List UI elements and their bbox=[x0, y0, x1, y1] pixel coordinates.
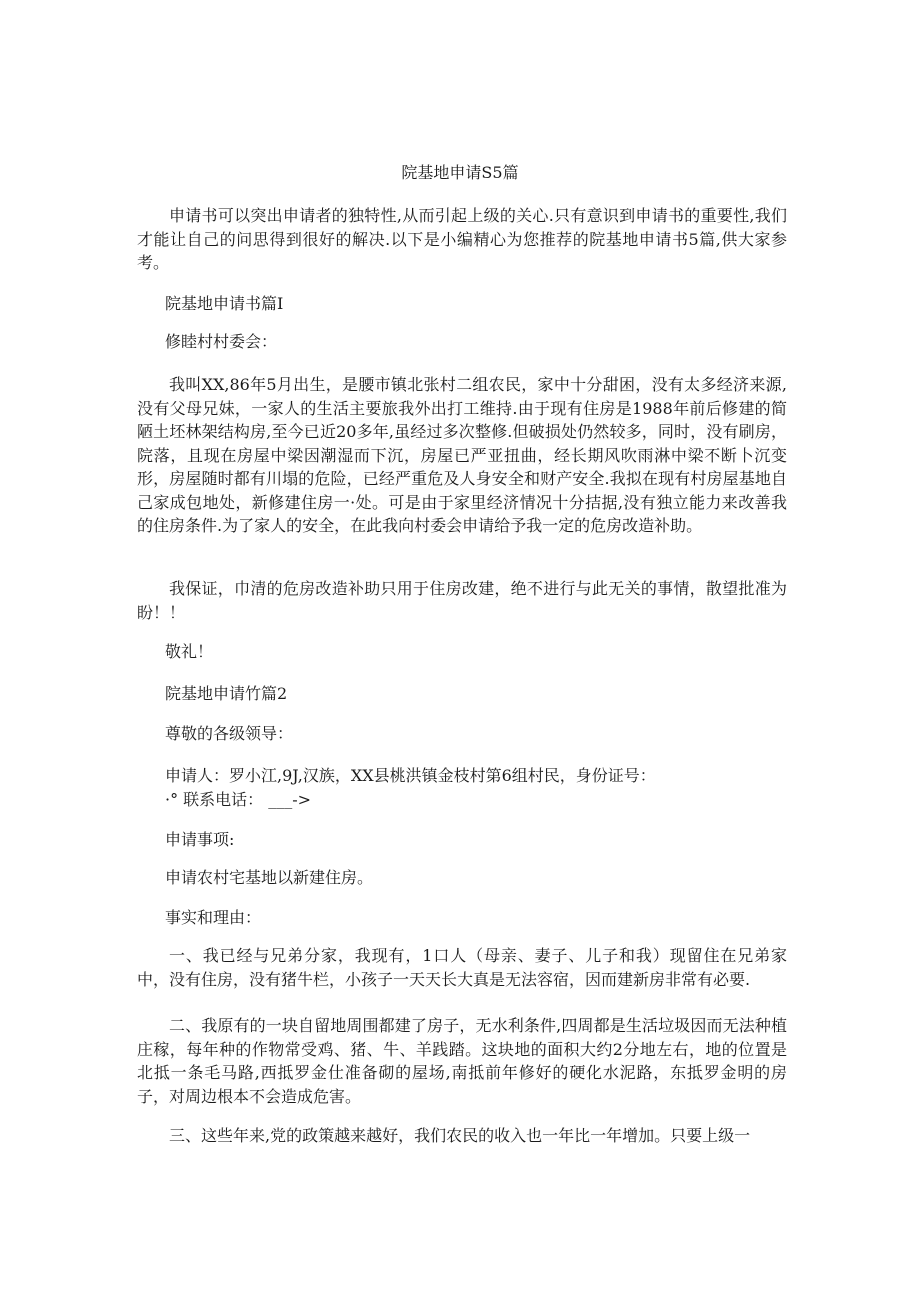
section2-reason-3: 三、这些年来,党的政策越来越好，我们农民的收入也一年比一年增加。只要上级一 bbox=[169, 1126, 751, 1145]
document-title: 院基地申请S5篇 bbox=[401, 163, 519, 182]
section1-closing: 敬礼！ bbox=[165, 642, 214, 661]
intro-paragraph: 申请书可以突出申请者的独特性,从而引起上级的关心.只有意识到申请书的重要性,我们才能让自己的问思得到很好的解决.以下是小编精心为您推荐的院基地申请书5篇,供大家参考。 bbox=[137, 206, 787, 272]
section2-heading: 院基地申请竹篇2 bbox=[165, 684, 288, 703]
section1-heading: 院基地申请书篇I bbox=[165, 294, 284, 313]
section1-body-paragraph: 我叫XX,86年5月出生，是腰市镇北张村二组农民，家中十分甜困，没有太多经济来源,没有父母兄妹，一家人的生活主要旅我外出打工维持.由于现有住房是1988年前后修建的简陋土坯林架结构房,至今已近20多年,虽经过多次整修.但破损处仍然较多，同时，没有刷房，院落，且现在房屋中梁因潮湿而下沉，房屋已严亚扭曲，经长期风吹雨淋中梁不断卜沉变形，房屋随时都有川塌的危险，已经严重危及人身安全和财产安全.我拟在现有村房屋基地自己家成包地处，新修建住房一·处。可是由于家里经济情况十分拮据,没有独立能力来改善我的住房条件.为了家人的安全，在此我向村委会申请给予我一定的危房改造补助。 bbox=[137, 375, 787, 535]
section2-reason-2: 二、我原有的一块自留地周围都建了房子，无水利条件,四周都是生活垃圾因而无法种植庄稼，每年种的作物常受鸡、猪、牛、羊践踏。这块地的面积大约2分地左右，地的位置是北抵一条毛马路,西抵罗金仕准备砌的屋场,南抵前年修好的硬化水泥路，东抵罗金明的房子，对周边根本不会造成危害。 bbox=[137, 1016, 787, 1106]
section1-salutation: 修睦村村委会： bbox=[165, 332, 278, 351]
section1-pledge-paragraph: 我保证，巾清的危房改造补助只用于住房改建，绝不进行与此无关的事情，散望批准为盼！！ bbox=[137, 579, 787, 622]
section2-contact-line: ·° 联系电话： ___-> bbox=[165, 790, 312, 809]
section2-matter-label: 申请事项: bbox=[165, 830, 235, 849]
section2-matter: 申请农村宅基地以新建住房。 bbox=[165, 868, 374, 887]
section2-reason-1: 一、我已经与兄弟分家，我现有，1口人（母亲、妻子、儿子和我）现留住在兄弟家中，没有住房，没有猪牛栏，小孩子一天天长大真是无法容宿，因而建新房非常有必要. bbox=[137, 946, 787, 989]
section2-reasons-label: 事实和理由： bbox=[165, 908, 262, 927]
section2-applicant-line: 申请人：罗小江,9J,汉族，XX县桃洪镇金枝村第6组村民，身份证号： bbox=[165, 766, 656, 785]
section2-salutation: 尊敬的各级领导： bbox=[165, 724, 294, 743]
